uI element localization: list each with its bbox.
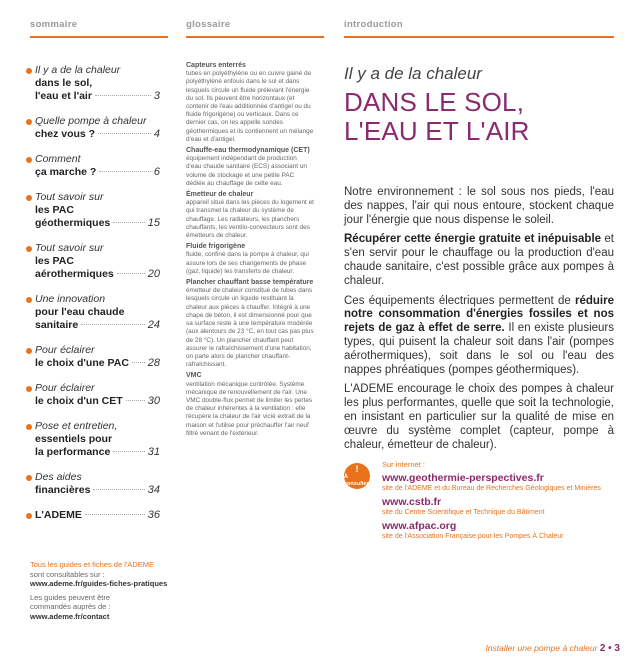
glossary-term: Plancher chauffant basse température [186, 279, 314, 287]
website-link[interactable]: www.cstb.fr [382, 496, 442, 508]
toc-item[interactable] [30, 509, 160, 522]
toc-item-intro: Pour éclairer [35, 344, 95, 356]
toc-page-number: 31 [147, 446, 160, 458]
toc-foot-line5: commandés auprès de : [30, 602, 111, 611]
glossary-definition: appareil situé dans les pièces du logement et qui transmet la chaleur du système de chauffage. Les radiateurs, les planchers chauffants, les ventilo-convecteurs sont des émetteurs de chaleur. [186, 199, 314, 240]
intro-p3-bold: réduire notre consommation d'énergies fossiles et nos rejets de gaz à effet de serre. [344, 294, 614, 335]
intro-title-line1: DANS LE SOL, [344, 87, 525, 117]
toc-item-title: la performance [35, 446, 111, 458]
page-numbers: 2 • 3 [599, 643, 620, 654]
toc-foot-line2: sont consultables sur : [30, 569, 105, 579]
leader-dots [93, 489, 144, 490]
toc-item-intro: Quelle pompe à chaleur [35, 115, 147, 127]
toc-item[interactable] [30, 382, 160, 408]
leader-dots [132, 362, 145, 363]
leader-dots [95, 95, 151, 96]
bullet-icon [26, 513, 32, 519]
toc-item-intro: Des aides [35, 471, 82, 483]
intro-p2-text: et s'en servir pour le chauffage ou la production d'eau chaude sanitaire, c'est possible grâce aux pompes à chaleur. [344, 233, 615, 287]
leader-dots [98, 133, 151, 134]
glossary-term: Capteurs enterrés [186, 62, 246, 69]
bullet-icon [26, 297, 32, 303]
toc-item-title: ça marche ? [35, 166, 97, 178]
toc-page-number: 30 [147, 395, 160, 407]
toc-item-line: essentiels pour [35, 433, 113, 445]
bullet-icon [26, 157, 32, 163]
leader-dots [85, 514, 145, 515]
website-description: site de l'ADEME et du Bureau de Recherches Géologiques et Minières [382, 485, 601, 492]
website-description: site du Centre Scientifique et Technique du Bâtiment [382, 509, 545, 516]
toc-item-title: le choix d'un CET [35, 395, 123, 407]
glossaire-header [186, 10, 324, 38]
intro-p3-text-a: Ces équipements électriques permettent de [344, 294, 575, 307]
sommaire-title: sommaire [30, 18, 78, 30]
toc-item[interactable] [30, 115, 160, 141]
toc-item-intro: Pose et entretien, [35, 420, 118, 432]
leader-dots [126, 400, 145, 401]
page-footer [485, 643, 620, 654]
footer-text: Installer une pompe à chaleur [485, 643, 598, 653]
intro-title-line2: L'EAU ET L'AIR [344, 116, 530, 146]
bullet-icon [26, 348, 32, 354]
sommaire-header [30, 10, 168, 38]
toc-item-intro: Une innovation [35, 293, 106, 305]
glossary-definition: ventilation mécanique contrôlée. Système mécanique de renouvellement de l'air. Une VMC double-flux permet de limiter les pertes de chaleur inhérentes à la ventilation : elle récupère la chaleur de l'air vicié extrait de la maison et l'utilise pour préchauffer l'air neuf filtré venant de l'extérieur. [186, 380, 313, 437]
toc-item-title: l'eau et l'air [35, 90, 92, 102]
introduction-rule [344, 36, 614, 38]
leader-dots [81, 324, 145, 325]
guides-link[interactable]: www.ademe.fr/guides-fiches-pratiques [30, 579, 168, 588]
toc-item[interactable] [30, 64, 160, 103]
toc-page-number: 34 [147, 484, 160, 496]
introduction-section [344, 58, 614, 452]
consulter-badge-icon: ! À consulter [344, 463, 370, 489]
toc-item[interactable] [30, 420, 160, 459]
bullet-icon [26, 386, 32, 392]
bullet-icon [26, 246, 32, 252]
intro-p2-bold: Récupérer cette énergie gratuite et inépuisable [344, 233, 602, 246]
link-list [382, 460, 614, 541]
website-link[interactable]: www.geothermie-perspectives.fr [382, 472, 544, 484]
toc-page-number: 15 [147, 217, 160, 229]
toc-page-number: 3 [153, 90, 160, 102]
toc-page-number: 6 [153, 166, 160, 178]
contact-link[interactable]: www.ademe.fr/contact [30, 611, 110, 621]
introduction-header [344, 10, 614, 38]
toc-item[interactable] [30, 344, 160, 370]
toc-item[interactable] [30, 191, 160, 230]
toc-item[interactable] [30, 471, 160, 497]
toc-item-line: les PAC [35, 255, 74, 267]
toc-item-line: pour l'eau chaude [35, 306, 125, 318]
toc-item-title: géothermiques [35, 217, 111, 229]
toc-foot-line1: Tous les guides et fiches de l'ADEME [30, 560, 154, 569]
glossary-definition: tubes en polyéthylène ou en cuivre gainé de polyéthylène enfouis dans le sol et dans lesquels circule un fluide prélevant l'énergie du sol. Ils peuvent être horizontaux (et contenir de l'eau additionnée d'antigel ou du fluide frigorigène) ou verticaux. Dans ce dernier cas, on les appelle sondes géothermiques et ils contiennent un mélange d'eau et d'antigel. [186, 70, 314, 143]
glossary-term: Chauffe-eau thermodynamique (CET) [186, 147, 310, 155]
intro-paragraph-4: L'ADEME encourage le choix des pompes à chaleur les plus performantes, quelle que soit la technologie, en insistant en particulier sur la qualité de mise en œuvre du système complet (capteur, pompe à chaleur, émetteur de chaleur). [344, 383, 614, 451]
leader-dots [117, 273, 145, 274]
bullet-icon [26, 475, 32, 481]
toc-item-intro: Tout savoir sur [35, 191, 104, 203]
glossaire-rule [186, 36, 324, 38]
toc-footnote [30, 560, 170, 621]
glossary-term: VMC [186, 372, 202, 380]
website-link[interactable]: www.afpac.org [382, 520, 457, 532]
bullet-icon [26, 119, 32, 125]
bullet-icon [26, 68, 32, 74]
introduction-title: introduction [344, 18, 404, 30]
glossary-definition: équipement indépendant de production d'eau chaude sanitaire (ECS) associant un volume de stockage et une petite PAC dédiée au chauffage de cette eau. [186, 155, 307, 187]
table-of-contents [30, 64, 160, 534]
consulter-badge-text: À consulter [344, 473, 369, 487]
glossary-term: Émetteur de chaleur [186, 191, 254, 199]
intro-paragraph-1: Notre environnement : le sol sous nos pieds, l'eau des nappes, l'air qui nous entoure, stockent chaque jour l'énergie que nous dispense le soleil. [344, 186, 614, 226]
internet-links [344, 460, 614, 541]
toc-item[interactable] [30, 293, 160, 332]
toc-item-title: le choix d'une PAC [35, 357, 129, 369]
toc-item-line: dans le sol, [35, 77, 93, 89]
leader-dots [99, 171, 151, 172]
website-description: site de l'Association Française pour les Pompes À Chaleur [382, 533, 564, 540]
glossary-term: Fluide frigorigène [186, 243, 246, 251]
leader-dots [113, 222, 144, 223]
glossaire-title: glossaire [186, 18, 231, 30]
toc-item-intro: Il y a de la chaleur [35, 64, 121, 76]
toc-item-intro: Pour éclairer [35, 382, 95, 394]
links-label: Sur internet : [382, 460, 425, 469]
toc-page-number: 28 [147, 357, 160, 369]
glossary-definition: émetteur de chaleur constitué de tubes dans lesquels circule un liquide restituant la chaleur aux pièces à chauffer. Intégré à une chape de béton, il est dimensionné pour que sa surface reste à une température modérée (aux alentours de 23 °C, en tout cas pas plus de 28 °C). Un plancher chauffant peut assurer le rafraîchissement d'une habitation, on parle alors de plancher chauffant-rafraîchissant. [186, 287, 314, 369]
intro-subtitle: Il y a de la chaleur [344, 64, 482, 83]
intro-paragraph-3 [344, 295, 614, 378]
bullet-icon [26, 195, 32, 201]
toc-page-number: 20 [147, 268, 160, 280]
glossary [186, 60, 314, 441]
toc-item-title: chez vous ? [35, 128, 96, 140]
sommaire-rule [30, 36, 168, 38]
toc-item-title: aérothermiques [35, 268, 114, 280]
toc-page-number: 4 [153, 128, 160, 140]
toc-item-intro: Comment [35, 153, 81, 165]
toc-foot-line4: Les guides peuvent être [30, 592, 111, 602]
intro-paragraph-2 [344, 233, 614, 288]
glossary-definition: fluide, confiné dans la pompe à chaleur, qui assure lors de ses changements de phase (gaz, liquide) les transferts de chaleur. [186, 251, 309, 275]
intro-p3-text-c: Il en existe plusieurs types, qui puisent la chaleur soit dans l'air (pompes aérothermiques), soit dans le sol ou l'eau des nappes phréatiques (pompes géothermiques). [344, 322, 614, 376]
bullet-icon [26, 424, 32, 430]
toc-item-title: sanitaire [35, 319, 79, 331]
toc-item[interactable] [30, 242, 160, 281]
toc-item-title: L'ADEME [35, 509, 82, 521]
toc-item-intro: Tout savoir sur [35, 242, 104, 254]
toc-page-number: 24 [147, 319, 160, 331]
toc-item-line: les PAC [35, 204, 74, 216]
toc-item-title: financières [35, 484, 91, 496]
toc-item[interactable] [30, 153, 160, 179]
leader-dots [113, 451, 144, 452]
toc-page-number: 36 [147, 509, 160, 521]
